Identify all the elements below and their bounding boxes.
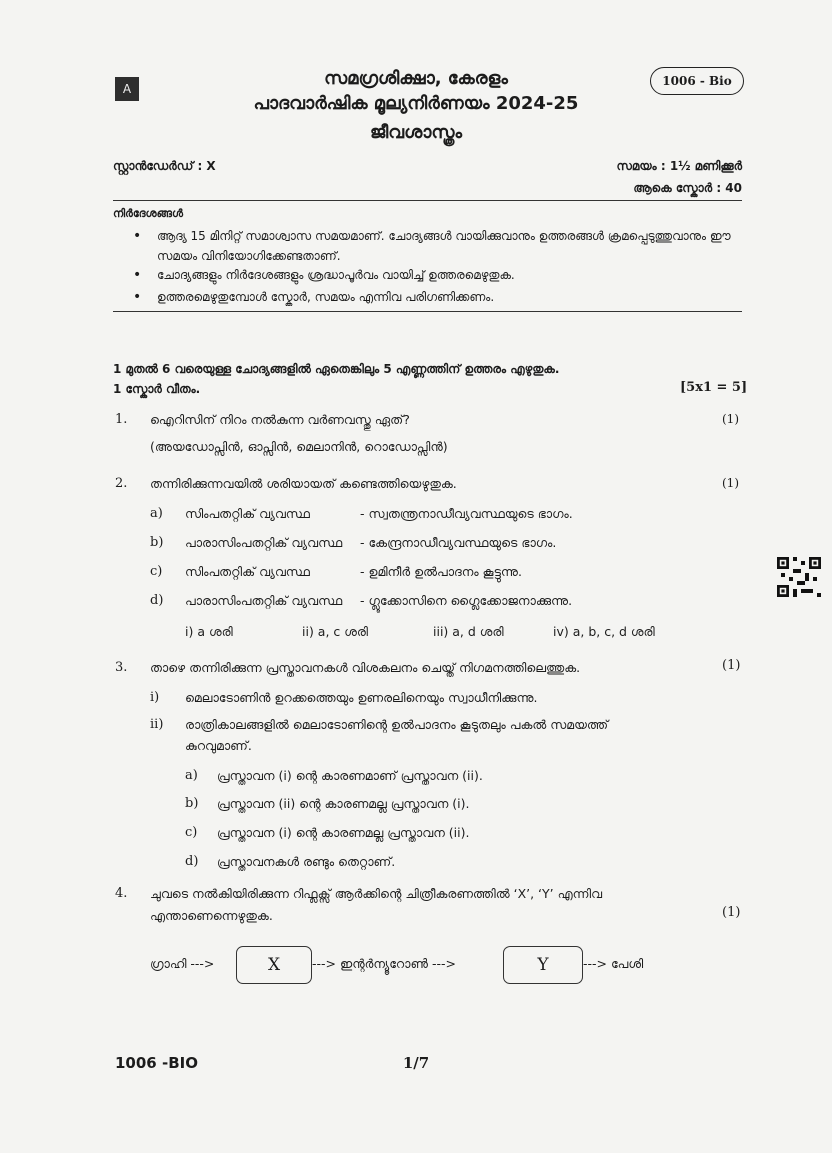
- statement-text: രാത്രികാലങ്ങളിൽ മെലാടോണിന്റെ ഉൽപാദനം കൂടുതലും പകൽ സമയത്ത്: [185, 717, 609, 732]
- section-marks: [5x1 = 5]: [680, 380, 748, 395]
- question-mark: (1): [722, 476, 739, 490]
- option-letter: a): [185, 768, 198, 783]
- option-desc: - കേന്ദ്രനാഡീവ്യവസ്ഥയുടെ ഭാഗം.: [360, 535, 557, 550]
- version-badge: A: [115, 77, 139, 101]
- divider-top: [113, 200, 742, 201]
- instructions-title: നിർദേശങ്ങൾ: [113, 207, 184, 220]
- answer-choice: iv) a, b, c, d ശരി: [553, 624, 655, 639]
- instruction-text: ആദ്യ 15 മിനിറ്റ് സമാശ്വാസ സമയമാണ്. ചോദ്യങ്ങൾ വായിക്കുവാനും ഉത്തരങ്ങൾ ക്രമപ്പെടുത്തുവാനും ഈ സമയം വിനിയോഗിക്കേണ്ടതാണ്.: [157, 229, 731, 263]
- time-label: സമയം : 1½ മണിക്കൂർ: [616, 159, 742, 173]
- qr-code: [777, 557, 821, 597]
- question-mark: (1): [722, 412, 739, 426]
- answer-choice: ii) a, c ശരി: [302, 624, 369, 639]
- option-letter: c): [150, 564, 163, 579]
- option-letter: d): [150, 593, 164, 608]
- divider-bottom: [113, 311, 742, 312]
- bullet-icon: •: [133, 228, 142, 244]
- option-text: പ്രസ്താവനകൾ രണ്ടും തെറ്റാണ്.: [217, 854, 396, 869]
- instruction-text: ഉത്തരമെഴുതുമ്പോൾ സ്കോർ, സമയം എന്നിവ പരിഗണിക്കണം.: [157, 290, 495, 304]
- diagram-receptor: ഗ്രാഹി --->: [150, 956, 215, 971]
- instruction-item: [133, 265, 733, 285]
- diagram-box-x-label: X: [267, 955, 281, 975]
- instruction-item: [133, 287, 733, 307]
- question-text: ഐറിസിന് നിറം നൽകുന്ന വർണവസ്തു ഏത്?: [150, 412, 410, 427]
- option-letter: d): [185, 854, 199, 869]
- option-system: സിംപതറ്റിക് വ്യവസ്ഥ: [185, 564, 310, 579]
- option-letter: b): [185, 796, 199, 811]
- option-system: സിംപതറ്റിക് വ്യവസ്ഥ: [185, 506, 310, 521]
- statement-text: മെലാടോണിൻ ഉറക്കത്തെയും ഉണരലിനെയും സ്വാധീനിക്കുന്നു.: [185, 690, 538, 705]
- org-title: സമഗ്രശിക്ഷാ, കേരളം: [324, 68, 508, 89]
- question-number: 4.: [115, 886, 128, 901]
- question-mark: (1): [722, 658, 741, 673]
- total-score-label: ആകെ സ്കോർ : 40: [633, 181, 742, 195]
- answer-choice: i) a ശരി: [185, 624, 233, 639]
- diagram-interneuron: ---> ഇന്റർന്യൂറോൺ --->: [312, 956, 456, 971]
- bullet-icon: •: [133, 289, 142, 305]
- question-text: ചുവടെ നൽകിയിരിക്കുന്ന റിഫ്ലക്സ് ആർക്കിന്റെ ചിത്രീകരണത്തിൽ ‘X’, ‘Y’ എന്നിവ: [150, 886, 603, 901]
- option-letter: b): [150, 535, 164, 550]
- option-text: പ്രസ്താവന (ii) ന്റെ കാരണമല്ല പ്രസ്താവന (i).: [217, 796, 470, 811]
- instruction-text: ചോദ്യങ്ങളും നിർദേശങ്ങളും ശ്രദ്ധാപൂർവം വായിച്ച് ഉത്തരമെഴുതുക.: [157, 268, 515, 282]
- answer-choice: iii) a, d ശരി: [433, 624, 504, 639]
- question-text-cont: എന്താണെന്നെഴുതുക.: [150, 908, 273, 923]
- question-mark: (1): [722, 905, 741, 920]
- exam-title: പാദവാർഷിക മൂല്യനിർണയം 2024-25: [253, 93, 579, 114]
- footer-paper-code: 1006 -BIO: [115, 1054, 198, 1072]
- question-hint: (അയഡോപ്സിൻ, ഓപ്സിൻ, മെലാനിൻ, റൊഡോപ്സിൻ): [150, 439, 448, 454]
- option-desc: - സ്വതന്ത്രനാഡീവ്യവസ്ഥയുടെ ഭാഗം.: [360, 506, 573, 521]
- option-text: പ്രസ്താവന (i) ന്റെ കാരണമല്ല പ്രസ്താവന (ii).: [217, 825, 470, 840]
- question-number: 3.: [115, 660, 128, 675]
- statement-number: ii): [150, 717, 164, 732]
- option-desc: - ഉമിനീർ ഉൽപാദനം കൂട്ടുന്നു.: [360, 564, 522, 579]
- diagram-box-y-label: Y: [537, 955, 549, 975]
- section-score: 1 സ്കോർ വീതം.: [113, 382, 201, 396]
- bullet-icon: •: [133, 267, 142, 283]
- question-number: 1.: [115, 412, 128, 427]
- section-instruction: 1 മുതൽ 6 വരെയുള്ള ചോദ്യങ്ങളിൽ ഏതെങ്കിലും 5 എണ്ണത്തിന് ഉത്തരം എഴുതുക.: [113, 362, 560, 376]
- option-letter: a): [150, 506, 163, 521]
- diagram-muscle: ---> പേശി: [583, 956, 644, 971]
- statement-number: i): [150, 690, 160, 705]
- option-text: പ്രസ്താവന (i) ന്റെ കാരണമാണ് പ്രസ്താവന (ii).: [217, 768, 483, 783]
- question-text: തന്നിരിക്കുന്നവയിൽ ശരിയായത് കണ്ടെത്തിയെഴുതുക.: [150, 476, 457, 491]
- option-system: പാരാസിംപതറ്റിക് വ്യവസ്ഥ: [185, 535, 343, 550]
- option-desc: - ഗ്ലൂക്കോസിനെ ഗ്ലൈക്കോജനാക്കുന്നു.: [360, 593, 573, 608]
- paper-code-badge: 1006 - Bio: [650, 67, 744, 95]
- diagram-box-x: [236, 946, 312, 984]
- question-number: 2.: [115, 476, 128, 491]
- question-text: താഴെ തന്നിരിക്കുന്ന പ്രസ്താവനകൾ വിശകലനം ചെയ്ത് നിഗമനത്തിലെത്തുക.: [150, 660, 581, 675]
- page-number: 1/7: [402, 1054, 430, 1072]
- statement-text-cont: കുറവുമാണ്.: [185, 738, 252, 753]
- standard-label: സ്റ്റാൻഡേർഡ് : X: [113, 159, 216, 173]
- diagram-box-y: [503, 946, 583, 984]
- option-system: പാരാസിംപതറ്റിക് വ്യവസ്ഥ: [185, 593, 343, 608]
- option-letter: c): [185, 825, 198, 840]
- instruction-item: [133, 226, 733, 266]
- subject-title: ജീവശാസ്ത്രം: [369, 122, 462, 143]
